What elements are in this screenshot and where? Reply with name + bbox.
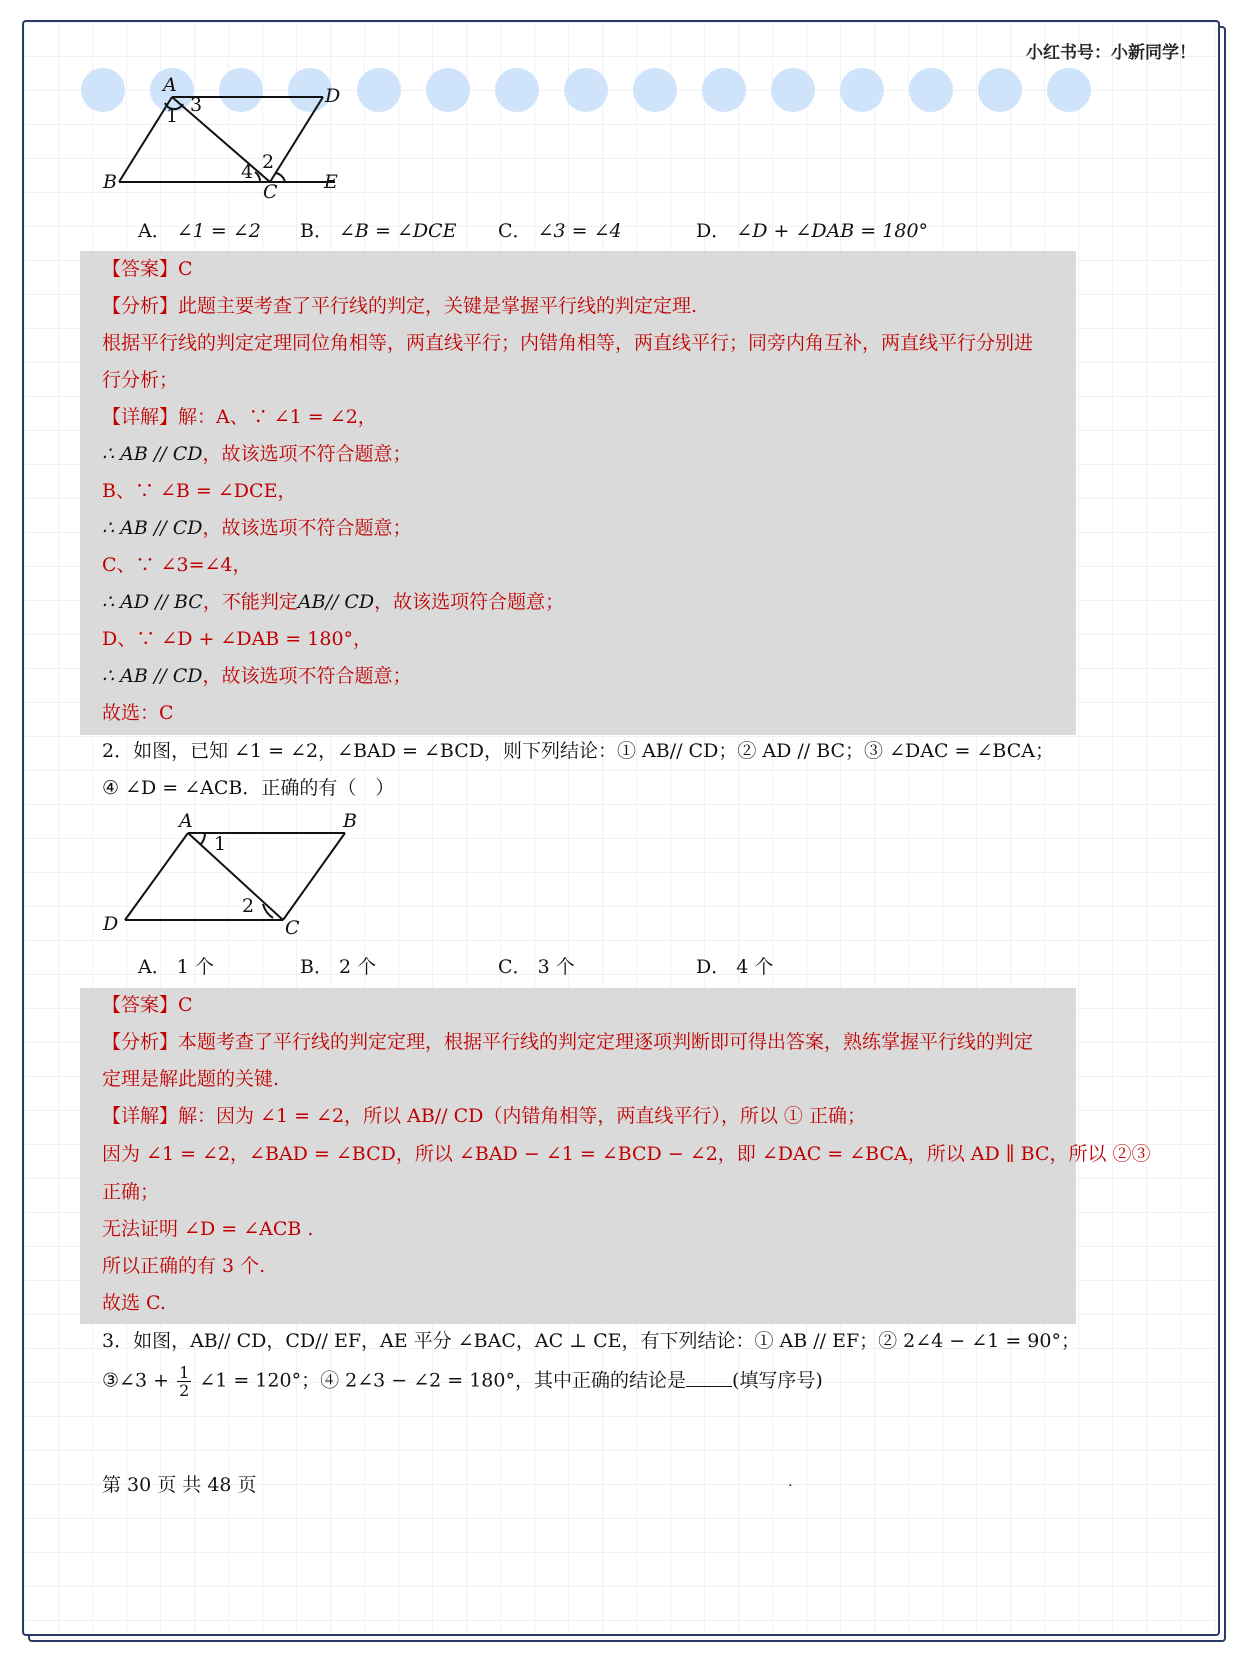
option-letter: C． [498,956,532,978]
detail-text: ，故该选项不符合题意； [202,517,412,539]
q2-answer: 【答案】C [102,994,193,1016]
q1-analysis-line: 【分析】此题主要考查了平行线的判定，关键是掌握平行线的判定定理. [102,295,698,317]
math-expr: ∴ AB // CD [102,443,203,465]
option-text: ∠B = ∠DCE [339,220,457,242]
q1-detail-line: C、∵ ∠3=∠4， [102,554,252,576]
fig1-angle-2: 2 [262,151,275,173]
math-expr: ∴ AB // CD [102,665,203,687]
q1-detail-line: 【详解】解：A、∵ ∠1 = ∠2， [102,406,377,428]
option-letter: D． [696,956,731,978]
q1-detail-line [102,661,411,688]
fig1-angle-3: 3 [190,94,203,116]
q2-option-a[interactable] [138,952,214,979]
watermark: 小红书号：小新同学！ [1026,43,1196,63]
q1-detail-line [102,587,564,614]
fig1-angle-1: 1 [166,105,179,127]
fig2-label-B: B [343,810,357,832]
q2-stem-line: ④ ∠D = ∠ACB．正确的有（ ） [102,777,395,799]
q3-text: ∠1 = 120°；④ 2∠3 − ∠2 = 180°，其中正确的结论是 [199,1369,686,1392]
option-text: ∠D + ∠DAB = 180° [736,220,929,242]
q2-detail-line: 故选 C. [102,1292,166,1314]
q3-stem-line [102,1364,823,1399]
option-letter: B． [300,220,333,242]
option-letter: D． [696,220,731,242]
option-text: 2 个 [339,956,377,978]
detail-text: ，故该选项不符合题意； [202,665,412,687]
q1-detail-line [102,513,411,540]
q2-stem-line: 2．如图，已知 ∠1 = ∠2，∠BAD = ∠BCD，则下列结论：① AB// CD；② AD // BC；③ ∠DAC = ∠BCA； [102,740,1054,762]
q1-analysis-line: 根据平行线的判定定理同位角相等，两直线平行；内错角相等，两直线平行；同旁内角互补，两直线平行分别进 [102,332,1034,354]
fraction-numerator: 1 [179,1363,190,1382]
fig1-label-E: E [324,171,338,193]
fig1-label-C: C [263,181,278,203]
q1-option-d[interactable] [696,216,928,243]
q3-text: ③∠3 + [102,1369,170,1392]
q1-option-c[interactable] [498,216,622,243]
footer-dot: . [788,1474,793,1490]
fig2-label-D: D [103,913,119,935]
q2-options [0,952,1242,982]
q2-option-b[interactable] [300,952,376,979]
q1-analysis-line: 行分析； [102,369,179,391]
q2-analysis-line: 【分析】本题考查了平行线的判定定理，根据平行线的判定定理逐项判断即可得出答案，熟练掌握平行线的判定 [102,1031,1034,1053]
fig1-angle-4: 4 [241,161,254,183]
fig2-angle-2: 2 [242,895,255,917]
q1-answer: 【答案】C [102,258,193,280]
q2-detail-line: 无法证明 ∠D = ∠ACB . [102,1218,314,1240]
q2-option-c[interactable] [498,952,575,979]
figure-1-parallelogram [95,74,355,204]
detail-text: ，不能判定 [202,591,298,613]
q2-detail-line: 所以正确的有 3 个. [102,1255,266,1277]
q3-text: (填写序号) [731,1369,823,1392]
option-text: 3 个 [537,956,575,978]
q2-analysis-line: 定理是解此题的关键. [102,1068,280,1090]
q1-detail-line: B、∵ ∠B = ∠DCE， [102,480,297,502]
fig1-label-D: D [325,85,341,107]
q1-options [0,216,1242,246]
q1-option-b[interactable] [300,216,456,243]
q2-detail-line: 正确； [102,1181,160,1203]
detail-text: ，故该选项不符合题意； [202,443,412,465]
q2-detail-line: 因为 ∠1 = ∠2，∠BAD = ∠BCD，所以 ∠BAD − ∠1 = ∠BCD − ∠2，即 ∠DAC = ∠BCA，所以 AD ∥ BC，所以 ②③ [102,1143,1151,1165]
q1-detail-line [102,439,411,466]
option-letter: C． [498,220,532,242]
q3-stem-line: 3．如图，AB// CD，CD// EF，AE 平分 ∠BAC，AC ⊥ CE，有下列结论：① AB // EF；② 2∠4 − ∠1 = 90°； [102,1330,1080,1352]
fig2-label-A: A [179,810,193,832]
option-text: 1 个 [176,956,214,978]
option-text: ∠1 = ∠2 [176,220,261,242]
page-number: 第 30 页 共 48 页 [102,1474,257,1496]
option-letter: A． [138,220,171,242]
q2-detail-line: 【详解】解：因为 ∠1 = ∠2，所以 AB// CD（内错角相等，两直线平行），所以 ① 正确； [102,1105,866,1127]
math-expr: ∴ AB // CD [102,517,203,539]
fig2-label-C: C [285,917,300,938]
q2-option-d[interactable] [696,952,773,979]
q1-detail-line: 故选：C [102,702,174,724]
q1-detail-line: D、∵ ∠D + ∠DAB = 180°， [102,628,373,650]
figure-2-parallelogram [95,808,375,938]
fraction-denominator: 2 [179,1381,190,1400]
math-expr: AB// CD [297,591,375,613]
option-letter: A． [138,956,171,978]
fraction-one-half [177,1364,191,1399]
option-text: ∠3 = ∠4 [537,220,622,242]
q1-option-a[interactable] [138,216,261,243]
detail-text: ，故该选项符合题意； [374,591,565,613]
fig2-angle-1: 1 [214,833,227,855]
fig1-label-B: B [103,171,117,193]
answer-blank[interactable] [686,1370,732,1387]
math-expr: ∴ AD // BC [102,591,203,613]
option-letter: B． [300,956,333,978]
option-text: 4 个 [736,956,774,978]
fig1-label-A: A [163,74,177,96]
